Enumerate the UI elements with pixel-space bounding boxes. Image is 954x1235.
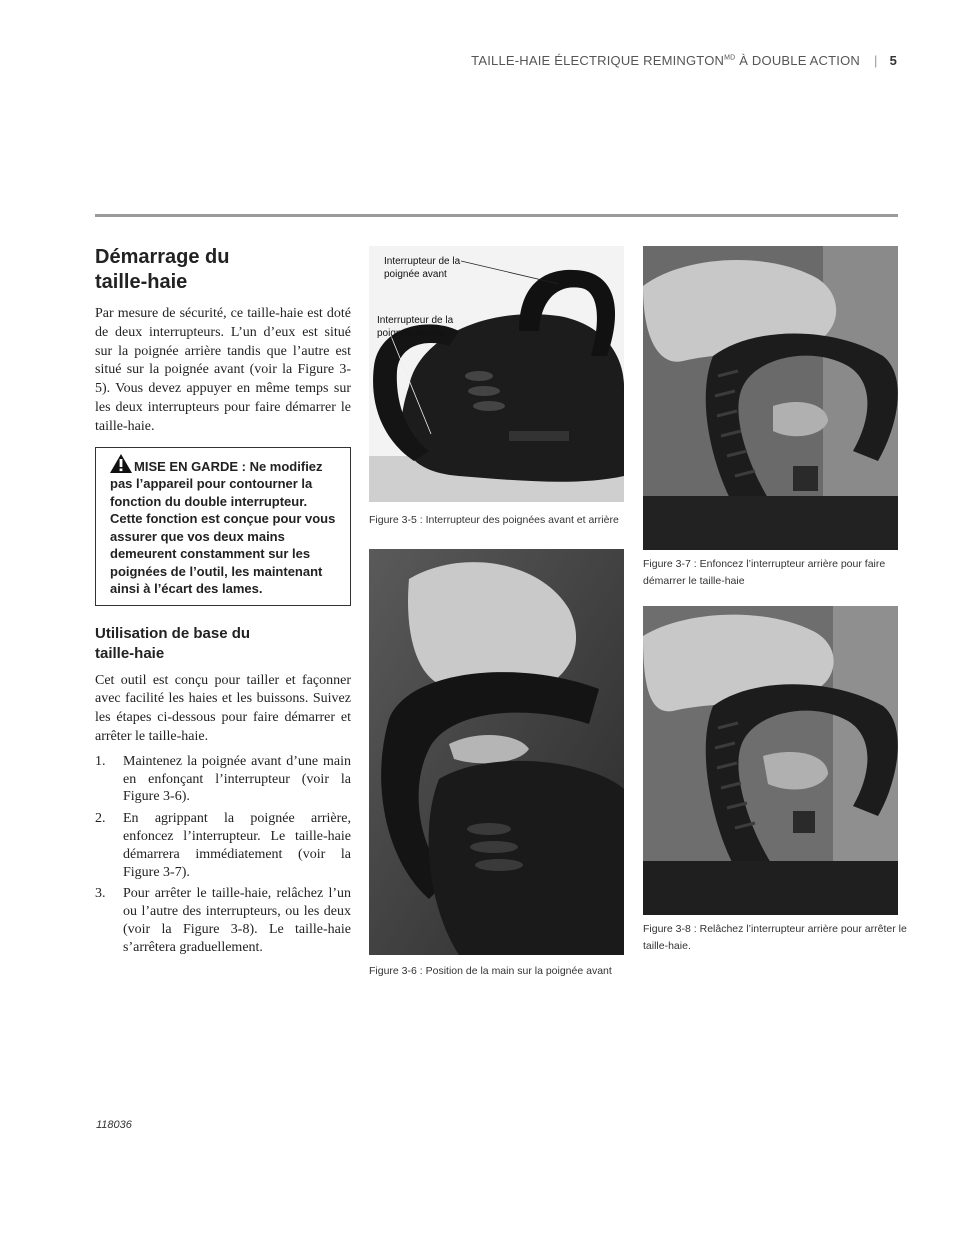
callout-front-line2: poignée avant	[384, 269, 447, 280]
list-item	[95, 753, 351, 806]
figure-3-8-caption-line1: Figure 3-8 : Relâchez l’interrupteur arrière pour arrêter le	[643, 923, 907, 935]
step-number: 2.	[95, 811, 106, 827]
figure-3-5-caption: Figure 3-5 : Interrupteur des poignées avant et arrière	[369, 514, 619, 526]
running-header	[471, 53, 897, 68]
figure-3-7-caption-line1: Figure 3-7 : Enfoncez l’interrupteur arrière pour faire	[643, 558, 886, 570]
callout-rear-line2: poignée arrière	[377, 328, 445, 339]
callout-rear-switch	[377, 314, 453, 340]
callout-front-switch	[384, 255, 460, 281]
step-text: Maintenez la poignée avant d’une main en enfonçant l’interrupteur (voir la Figure 3-6).	[123, 753, 351, 805]
figure-3-7-photo	[643, 246, 898, 550]
figure-3-8-photo	[643, 606, 898, 915]
warning-triangle-icon	[110, 454, 132, 473]
callout-rear-line1: Interrupteur de la	[377, 315, 454, 326]
step-number: 3.	[95, 886, 106, 902]
figure-3-8-caption-line2: taille-haie.	[643, 940, 691, 952]
subsection-title-line2: taille-haie	[95, 644, 165, 662]
basic-use-paragraph: Cet outil est conçu pour tailler et façonner avec facilité les haies et les buissons. Suivez les étapes ci-dessous pour faire démarrer et arrêter le taille-haie.	[95, 672, 351, 744]
figure-3-6-photo	[369, 549, 624, 955]
subsection-title-line1: Utilisation de base du	[95, 624, 251, 642]
callout-front-line1: Interrupteur de la	[384, 256, 461, 267]
header-title-tail: À DOUBLE ACTION	[735, 53, 860, 68]
step-text: En agrippant la poignée arrière, enfoncez l’interrupteur. Le taille-haie démarrera immédiatement (voir la Figure 3-7).	[123, 811, 351, 880]
section-title-line2: taille-haie	[95, 271, 188, 293]
steps-list	[95, 753, 351, 957]
header-title: TAILLE-HAIE ÉLECTRIQUE REMINGTON	[471, 53, 725, 68]
figure-3-7-caption	[643, 556, 885, 590]
intro-paragraph: Par mesure de sécurité, ce taille-haie est doté de deux interrupteurs. L’un d’eux est situé sur la poignée arrière tandis que l’autre est situé sur la poignée avant (voir la Figure 3-5). Vous devez appuyer en même temps sur les deux interrupteurs pour faire démarrer le taille-haie.	[95, 306, 351, 434]
figure-3-6-caption: Figure 3-6 : Position de la main sur la poignée avant	[369, 965, 612, 977]
document-number: 118036	[96, 1119, 132, 1131]
warning-lead: MISE EN GARDE :	[134, 458, 246, 474]
section-title-line1: Démarrage du	[95, 246, 230, 268]
list-item	[95, 885, 351, 956]
header-separator: |	[873, 53, 878, 68]
warning-box	[95, 447, 351, 606]
figure-3-8-caption	[643, 921, 907, 955]
step-number: 1.	[95, 753, 106, 769]
header-title-sup: MD	[724, 54, 736, 62]
list-item	[95, 810, 351, 881]
text-column	[95, 245, 351, 961]
section-divider	[95, 214, 898, 217]
step-text: Pour arrêter le taille-haie, relâchez l’un ou l’autre des interrupteurs, ou les deux (voir la Figure 3-8). Le taille-haie s’arrêtera graduellement.	[123, 886, 351, 955]
section-title-starting	[95, 245, 351, 295]
figure-3-7-caption-line2: démarrer le taille-haie	[643, 575, 745, 587]
figure-3-5-photo	[369, 246, 624, 502]
section-title-basic-use	[95, 624, 351, 664]
page-number: 5	[889, 53, 897, 68]
warning-text: Ne modifiez pas l’appareil pour contourner la fonction du double interrupteur. Cette fonction est conçue pour vous assurer que vos deux mains demeurent constamment sur les poignées de l’outil, les maintenant ainsi à l’écart des lames.	[110, 458, 336, 597]
